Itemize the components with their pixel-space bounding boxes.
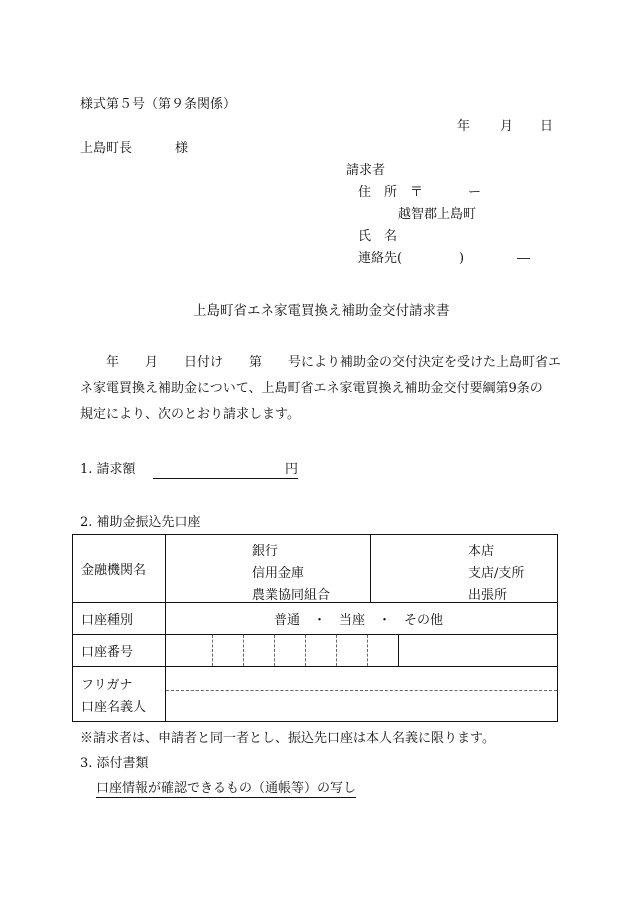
address-value: 越智郡上島町 [398,207,477,222]
date-day-label: 日 [540,119,554,134]
branch-type-office: 出張所 [468,587,508,603]
furigana-divider [166,690,557,691]
form-number: 様式第５号（第９条関係） [80,97,237,112]
bank-account-heading: 2. 補助金振込先口座 [80,515,201,530]
account-digit-box[interactable] [166,635,213,666]
account-number-label: 口座番号 [73,635,166,667]
account-type-options[interactable]: 普通 ・ 当座 ・ その他 [166,603,558,635]
yen-unit: 円 [284,462,298,477]
account-digit-box[interactable] [368,635,399,666]
account-digit-box[interactable] [337,635,368,666]
claim-amount-heading: 1. 請求額 [80,462,136,477]
furigana-label: フリガナ [81,678,133,693]
claimant-label: 請求者 [346,163,386,178]
bank-type-shinkin: 信用金庫 [252,565,305,581]
account-digit-remainder [399,635,557,666]
body-line-3: 規定により、次のとおり請求します。 [80,407,300,422]
body-line-2: ネ家電買換え補助金について、上島町省エネ家電買換え補助金交付要綱第9条の [80,381,543,396]
bank-account-table [72,534,558,722]
account-digit-box[interactable] [213,635,244,666]
branch-type-branch: 支店/支所 [468,565,525,581]
attachments-heading: 3. 添付書類 [80,756,149,771]
account-type-label: 口座種別 [73,603,166,635]
postal-dash: ー [468,185,482,200]
bank-name-field[interactable] [166,535,371,603]
holder-label: 口座名義人 [81,700,147,715]
account-digit-box[interactable] [306,635,337,666]
branch-name-field[interactable] [371,535,558,603]
date-month-label: 月 [500,119,514,134]
bank-name-label: 金融機関名 [73,535,166,603]
holder-label-cell [73,667,166,722]
address-label: 住 所 [358,185,398,200]
contact-label: 連絡先( [358,251,403,266]
bank-type-ja: 農業協同組合 [252,587,331,603]
document-title: 上島町省エネ家電買換え補助金交付請求書 [193,303,450,319]
name-label: 氏 名 [358,229,398,244]
holder-name-field[interactable] [166,667,558,722]
branch-type-head: 本店 [468,543,495,559]
claim-amount-field[interactable] [153,462,298,479]
contact-dash: ― [517,251,530,266]
account-digit-box[interactable] [244,635,275,666]
addressee-honorific: 様 [175,141,189,156]
account-note: ※請求者は、申請者と同一者とし、振込先口座は本人名義に限ります。 [80,731,495,746]
date-year-label: 年 [457,119,471,134]
addressee: 上島町長 [80,141,133,156]
contact-paren-close: ) [459,251,465,266]
account-number-field[interactable] [166,635,558,667]
bank-type-bank: 銀行 [252,543,279,559]
attachment-item: 口座情報が確認できるもの（通帳等）の写し [96,781,357,796]
postal-mark: 〒 [410,185,424,200]
body-line-1: 年 月 日付け 第 号により補助金の交付決定を受けた上島町省エ [80,355,562,370]
account-digit-box[interactable] [275,635,306,666]
